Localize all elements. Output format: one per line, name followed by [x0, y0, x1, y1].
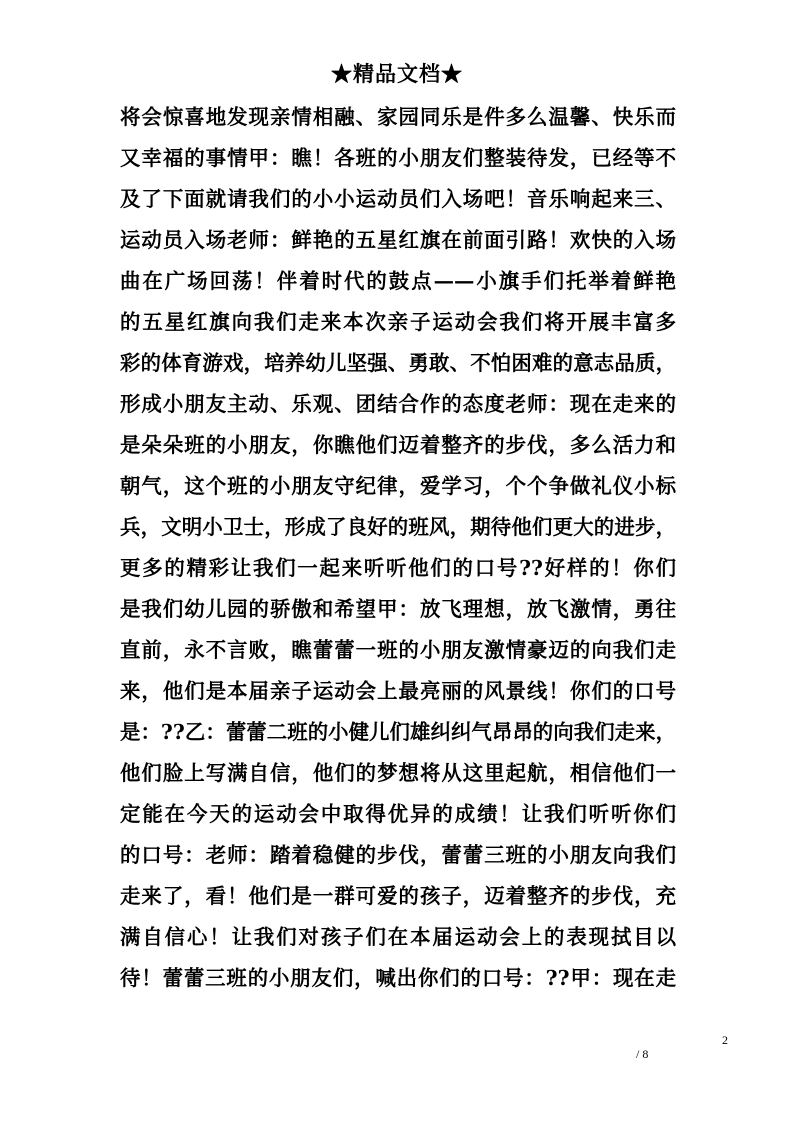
body-line: 彩的体育游戏，培养幼儿坚强、勇敢、不怕困难的意志品质，: [120, 351, 676, 375]
document-body: [120, 97, 676, 999]
page-total: / 8: [636, 1047, 649, 1061]
body-line: 的五星红旗向我们走来本次亲子运动会我们将开展丰富多: [120, 310, 676, 334]
body-line: 满自信心！让我们对孩子们在本届运动会上的表现拭目以: [120, 925, 676, 949]
body-line: 待！蕾蕾三班的小朋友们，喊出你们的口号：??甲：现在走: [120, 966, 676, 990]
body-line: 的口号：老师：踏着稳健的步伐，蕾蕾三班的小朋友向我们: [120, 843, 676, 867]
body-line: 曲在广场回荡！伴着时代的鼓点——小旗手们托举着鲜艳: [120, 269, 676, 293]
body-line: 来，他们是本届亲子运动会上最亮丽的风景线！你们的口号: [120, 679, 676, 703]
body-line: 直前，永不言败，瞧蕾蕾一班的小朋友激情豪迈的向我们走: [120, 638, 676, 662]
body-line: 及了下面就请我们的小小运动员们入场吧！音乐响起来三、: [120, 187, 676, 211]
body-line: 运动员入场老师：鲜艳的五星红旗在前面引路！欢快的入场: [120, 228, 676, 252]
body-line: 是朵朵班的小朋友，你瞧他们迈着整齐的步伐，多么活力和: [120, 433, 676, 457]
body-line: 走来了，看！他们是一群可爱的孩子，迈着整齐的步伐，充: [120, 884, 676, 908]
body-line: 将会惊喜地发现亲情相融、家园同乐是件多么温馨、快乐而: [120, 105, 676, 129]
body-line: 定能在今天的运动会中取得优异的成绩！让我们听听你们: [120, 802, 676, 826]
document-header: ★精品文档★: [331, 61, 463, 86]
body-line: 是：??乙：蕾蕾二班的小健儿们雄纠纠气昂昂的向我们走来，: [120, 720, 676, 744]
body-line: 是我们幼儿园的骄傲和希望甲：放飞理想，放飞激情，勇往: [120, 597, 676, 621]
body-line: 又幸福的事情甲：瞧！各班的小朋友们整装待发，已经等不: [120, 146, 676, 170]
body-line: 更多的精彩让我们一起来听听他们的口号??好样的！你们: [120, 556, 676, 580]
body-line: 形成小朋友主动、乐观、团结合作的态度老师：现在走来的: [120, 392, 676, 416]
body-line: 朝气，这个班的小朋友守纪律，爱学习，个个争做礼仪小标: [120, 474, 676, 498]
body-line: 兵，文明小卫士，形成了良好的班风，期待他们更大的进步，: [120, 515, 676, 539]
body-line: 他们脸上写满自信，他们的梦想将从这里起航，相信他们一: [120, 761, 676, 785]
page-number: 2: [722, 1033, 728, 1047]
